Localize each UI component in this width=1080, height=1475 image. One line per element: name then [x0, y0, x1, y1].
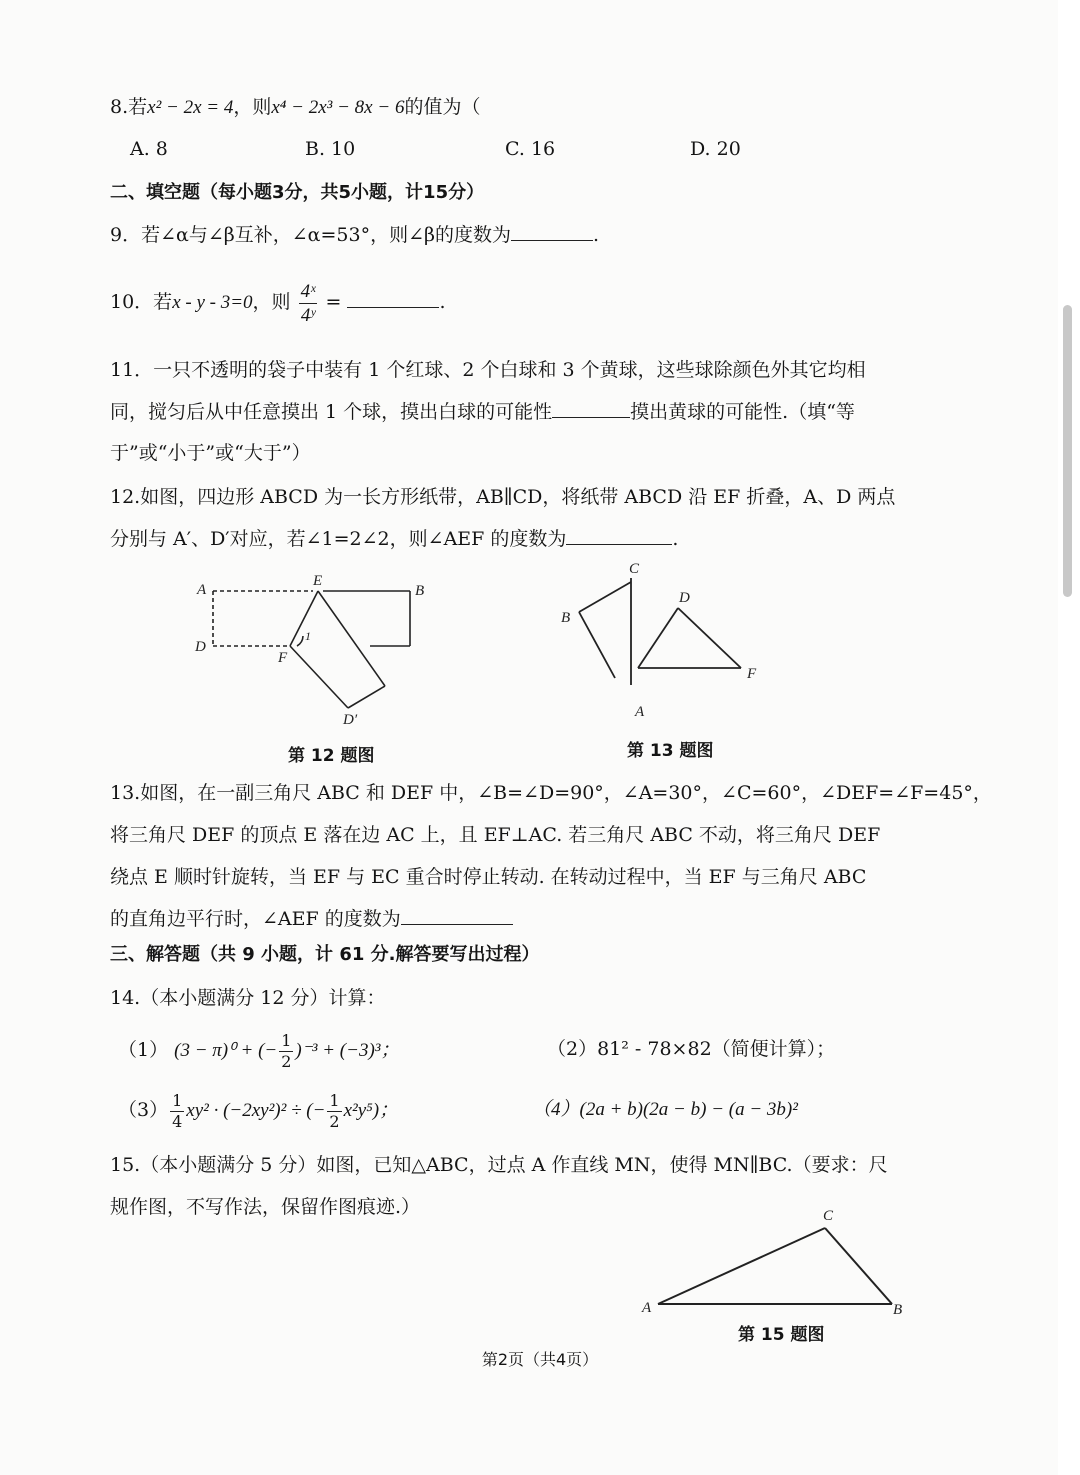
fig12-angle-1-arc — [297, 636, 303, 646]
q10-fraction — [299, 282, 318, 325]
fig12-label-d-prime: D′ — [343, 712, 358, 728]
q13-answer-blank — [401, 906, 513, 925]
figure-15 — [630, 1198, 920, 1328]
fig15-caption: 第 15 题图 — [738, 1325, 825, 1345]
q10-then: ，则 — [252, 291, 291, 313]
q13-line-4-text: 的直角边平行时，∠AEF 的度数为 — [110, 908, 401, 930]
q11-line-2 — [110, 399, 855, 425]
q12-end: . — [672, 528, 679, 550]
q8-option-a: A. 8 — [130, 138, 168, 160]
q14-p3-b: x²y⁵)； — [343, 1100, 399, 1121]
fig15-label-c: C — [823, 1208, 834, 1224]
page-number: 第2页（共4页） — [481, 1350, 599, 1369]
question-10 — [110, 278, 446, 327]
fig15-label-a: A — [642, 1300, 652, 1316]
q10-prefix: 10．若 — [110, 291, 173, 313]
q13-line-4 — [110, 906, 513, 932]
scrollbar-track[interactable] — [1058, 0, 1080, 1475]
q13-line-1: 13.如图，在一副三角尺 ABC 和 DEF 中，∠B=∠D=90°，∠A=30°，∠C=60°，∠DEF=∠F=45°， — [110, 782, 992, 804]
q11-line-2b: 摸出黄球的可能性.（填“等 — [630, 401, 855, 423]
q8-option-b: B. 10 — [305, 138, 356, 160]
figure-13 — [553, 560, 773, 725]
q14-title: 14.（本小题满分 12 分）计算： — [110, 987, 386, 1009]
fig13-df-edge — [678, 608, 741, 668]
q11-answer-blank — [552, 399, 630, 418]
q12-line-2-text: 分别与 A′、D′对应，若∠1=2∠2，则∠AEF 的度数为 — [110, 528, 567, 550]
fig12-label-b: B — [415, 583, 425, 599]
q10-end: . — [439, 291, 446, 313]
q14-p1-b: )⁻³ + (−3)³； — [295, 1040, 400, 1061]
q14-part-2: （2）81² - 78×82（简便计算）； — [547, 1038, 836, 1060]
q14-p1-num: 1 — [281, 1030, 292, 1050]
fig13-ba-edge — [579, 612, 615, 678]
fig13-de-edge — [638, 608, 678, 668]
q11-line-1: 11．一只不透明的袋子中装有 1 个红球、2 个白球和 3 个黄球，这些球除颜色外其它均相 — [110, 359, 866, 381]
q14-part-1 — [118, 1028, 399, 1073]
q14-p1-label: （1） — [118, 1039, 169, 1061]
q8-option-d: D. 20 — [690, 138, 741, 160]
q14-p3-num2: 1 — [329, 1090, 340, 1110]
scrollbar-thumb[interactable] — [1063, 305, 1072, 597]
q14-p3-num: 1 — [172, 1090, 183, 1110]
q8-option-c: C. 16 — [505, 138, 556, 160]
q14-part-3 — [118, 1085, 398, 1136]
q11-line-3: 于”或“小于”或“大于”） — [110, 442, 311, 464]
q14-p3-den: 4 — [172, 1111, 183, 1131]
fig13-label-f: F — [747, 666, 757, 682]
q8-suffix: 的值为（ — [404, 96, 481, 118]
fig13-label-c: C — [629, 561, 640, 577]
section-2-title: 二、填空题（每小题3分，共5小题，计15分） — [110, 182, 485, 203]
q14-p1-fraction — [279, 1030, 293, 1071]
q9-answer-blank — [511, 222, 593, 241]
q10-numerator: 4ˣ — [300, 280, 316, 302]
q13-line-2: 将三角尺 DEF 的顶点 E 落在边 AC 上，且 EF⊥AC. 若三角尺 ABC 不动，将三角尺 DEF — [110, 824, 881, 846]
q15-line-2: 规作图，不写作法，保留作图痕迹.） — [110, 1196, 421, 1218]
fig12-label-e: E — [313, 573, 323, 589]
fig13-caption: 第 13 题图 — [627, 741, 714, 761]
q8-condition: x² − 2x = 4 — [147, 97, 234, 118]
q10-answer-blank — [347, 289, 439, 308]
q12-line-1: 12.如图，四边形 ABCD 为一长方形纸带，AB∥CD，将纸带 ABCD 沿 EF 折叠，A、D 两点 — [110, 486, 896, 508]
q9-text: 9．若∠α与∠β互补，∠α=53°，则∠β的度数为 — [110, 224, 511, 246]
fig12-fd-prime — [290, 646, 348, 708]
q14-p3-fraction-2 — [327, 1090, 341, 1131]
question-8 — [110, 94, 480, 121]
fig12-label-f: F — [278, 650, 288, 666]
q8-middle: ，则 — [233, 96, 272, 118]
q14-p3-label: （3） — [118, 1099, 169, 1121]
fig15-label-b: B — [893, 1302, 903, 1318]
fig13-label-b: B — [561, 610, 571, 626]
fig12-d-prime-edge — [348, 686, 385, 708]
q11-line-2a: 同，搅匀后从中任意摸出 1 个球，摸出白球的可能性 — [110, 401, 553, 423]
q10-denominator: 4ʸ — [300, 304, 316, 326]
section-3-title: 三、解答题（共 9 小题，计 61 分.解答要写出过程） — [110, 944, 540, 965]
question-9 — [110, 222, 599, 248]
q10-equals: = — [325, 291, 342, 313]
fig13-label-d: D — [679, 590, 690, 606]
q8-expression: x⁴ − 2x³ − 8x − 6 — [271, 97, 405, 118]
q9-end: . — [593, 224, 600, 246]
fig12-ea-prime — [318, 591, 385, 686]
fig12-label-angle-1: 1 — [305, 629, 311, 643]
q8-prefix: 8.若 — [110, 96, 148, 118]
figure-12 — [185, 568, 435, 728]
q10-condition: x - y - 3=0 — [172, 292, 253, 313]
q14-part-4: （4）(2a + b)(2a − b) − (a − 3b)² — [532, 1099, 798, 1120]
q13-line-3: 绕点 E 顺时针旋转，当 EF 与 EC 重合时停止转动. 在转动过程中，当 EF 与三角尺 ABC — [110, 866, 867, 888]
q14-p3-den2: 2 — [329, 1111, 340, 1131]
fig12-caption: 第 12 题图 — [288, 746, 375, 766]
q14-p3-a: xy² · (−2xy²)² ÷ (− — [186, 1100, 326, 1121]
fig15-ac-edge — [658, 1228, 825, 1304]
q14-p3-fraction-1 — [170, 1090, 184, 1131]
q14-p1-a: (3 − π)⁰ + (− — [174, 1040, 278, 1061]
q14-p1-den: 2 — [281, 1051, 292, 1071]
fig12-label-d: D — [195, 639, 206, 655]
fig13-cb-edge — [579, 582, 631, 612]
fig15-cb-edge — [825, 1228, 892, 1304]
fig13-label-a: A — [635, 704, 645, 720]
q12-line-2 — [110, 526, 678, 552]
q15-line-1: 15.（本小题满分 5 分）如图，已知△ABC，过点 A 作直线 MN，使得 MN∥BC.（要求：尺 — [110, 1154, 888, 1176]
fig12-label-a: A — [197, 582, 207, 598]
q12-answer-blank — [566, 526, 672, 545]
fig12-fold-ef — [290, 591, 318, 646]
